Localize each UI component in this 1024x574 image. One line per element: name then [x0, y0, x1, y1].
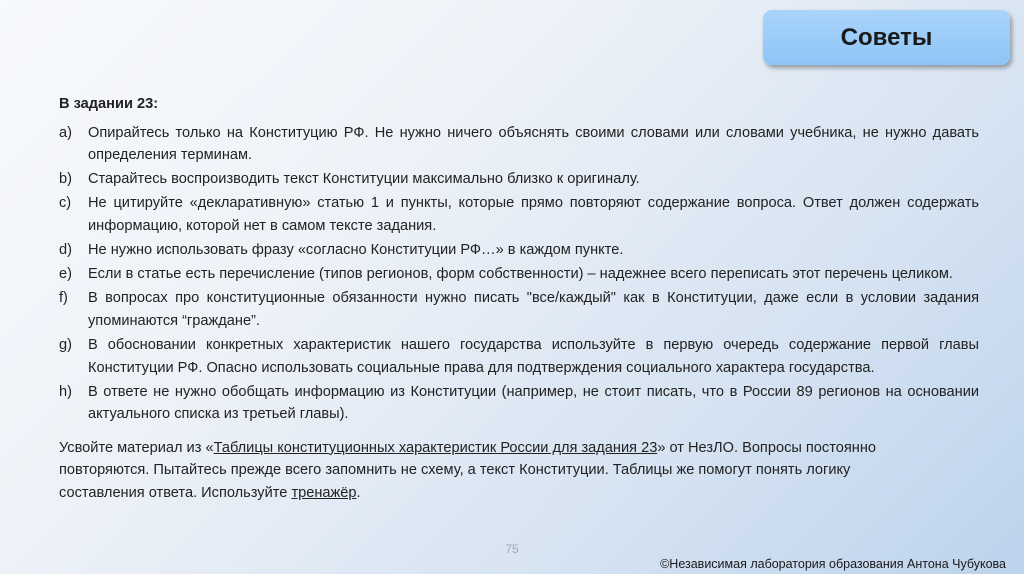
- tip-letter: e): [59, 266, 72, 283]
- lead-heading: В задании 23:: [59, 96, 159, 112]
- tip-text: Если в статье есть перечисление (типов регионов, форм собственности) – надежнее всего переписать этот перечень целиком.: [88, 266, 953, 283]
- tip-text: Старайтесь воспроизводить текст Конституции максимально близко к оригиналу.: [88, 171, 640, 188]
- tables-link[interactable]: Таблицы конституционных характеристик России для задания 23: [213, 439, 658, 456]
- tip-item: [59, 287, 979, 332]
- tip-text: В ответе не нужно обобщать информацию из Конституции (например, не стоит писать, что в России 89 регионов на основании актуального списка из третьей главы).: [88, 383, 979, 423]
- page-number: 75: [505, 542, 519, 556]
- tips-list: [59, 122, 979, 426]
- tip-letter: h): [59, 383, 72, 400]
- tip-text: Опирайтесь только на Конституцию РФ. Не нужно ничего объяснять своими словами или словами учебника, не нужно давать определения терминам.: [88, 124, 979, 164]
- tip-text: В обосновании конкретных характеристик нашего государства используйте в первую очередь содержание первой главы Конституции РФ. Опасно использовать социальные права для подтверждения социального характера государства.: [88, 336, 979, 376]
- tip-letter: c): [59, 195, 72, 212]
- title-box: [763, 10, 1010, 65]
- tip-item: [59, 334, 979, 379]
- tip-letter: f): [59, 290, 68, 307]
- tip-text: В вопросах про конституционные обязанности нужно писать "все/каждый" как в Конституции, даже если в условии задания упоминаются “граждане”.: [88, 290, 979, 329]
- tip-letter: a): [59, 124, 72, 141]
- slide-title: Советы: [840, 23, 933, 51]
- tip-item: [59, 192, 979, 237]
- tip-item: [59, 168, 979, 191]
- tip-item: [59, 381, 979, 426]
- content: [59, 93, 979, 505]
- tip-letter: d): [59, 242, 72, 259]
- trainer-link[interactable]: тренажёр: [291, 485, 357, 501]
- outro-text-middle: » от НезЛО. Вопросы постоянно повторяются. Пытайтесь прежде всего запомнить не схему, а текст Конституции. Таблицы же помогут понять логику составления ответа. Используйте: [59, 439, 876, 501]
- tip-text: Не нужно использовать фразу «согласно Конституции РФ…» в каждом пункте.: [88, 242, 624, 259]
- footer-copyright: ©Независимая лаборатория образования Антона Чубукова: [660, 557, 1006, 571]
- tip-letter: g): [59, 336, 72, 353]
- tip-text: Не цитируйте «декларативную» статью 1 и пункты, которые прямо повторяют содержание вопроса. Ответ должен содержать информацию, которой нет в самом тексте задания.: [88, 195, 979, 234]
- outro-paragraph: [59, 437, 939, 505]
- outro-text-start: Усвойте материал из «: [59, 439, 214, 456]
- tip-item: [59, 239, 979, 262]
- tip-letter: b): [59, 171, 72, 188]
- outro-text-end: .: [356, 485, 361, 501]
- tip-item: [59, 263, 979, 286]
- tip-item: [59, 122, 979, 167]
